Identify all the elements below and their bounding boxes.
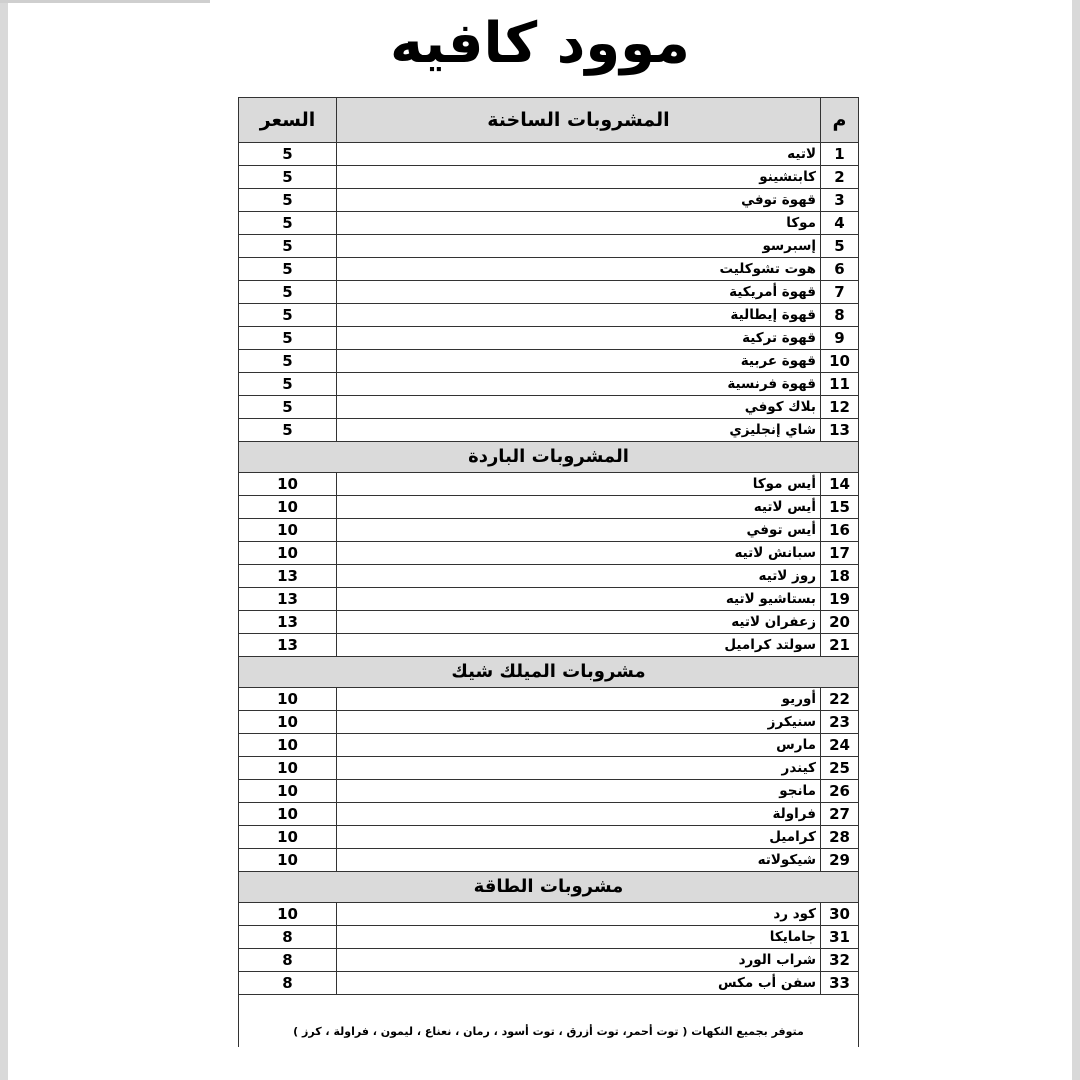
table-row [239,780,859,803]
header-number: م [821,98,859,143]
item-price: 10 [239,903,337,926]
item-price: 5 [239,258,337,281]
item-number: 19 [821,588,859,611]
item-name: أيس لاتيه [337,496,821,519]
item-number: 26 [821,780,859,803]
section-header-row [239,872,859,903]
section-header-row [239,442,859,473]
item-price: 5 [239,166,337,189]
flavors-note: متوفر بجميع النكهات ( توت أحمر، توت أزرق ، توت أسود ، رمان ، نعناع ، ليمون ، فراولة ، كرز ) [239,995,859,1048]
item-number: 12 [821,396,859,419]
item-price: 5 [239,419,337,442]
item-number: 5 [821,235,859,258]
item-price: 10 [239,803,337,826]
item-price: 13 [239,634,337,657]
item-price: 8 [239,926,337,949]
item-name: شاي إنجليزي [337,419,821,442]
item-number: 25 [821,757,859,780]
item-price: 10 [239,473,337,496]
table-row [239,519,859,542]
page-title: موود كافيه [390,11,690,76]
table-row [239,565,859,588]
table-row [239,826,859,849]
table-row [239,419,859,442]
item-number: 15 [821,496,859,519]
item-number: 31 [821,926,859,949]
item-number: 27 [821,803,859,826]
table-row [239,350,859,373]
item-name: هوت تشوكليت [337,258,821,281]
table-row [239,611,859,634]
section-title: مشروبات الميلك شيك [239,657,859,688]
item-name: كود رد [337,903,821,926]
item-number: 6 [821,258,859,281]
table-row [239,496,859,519]
table-row [239,143,859,166]
page-edge-top [0,0,210,3]
item-number: 7 [821,281,859,304]
item-price: 10 [239,519,337,542]
item-name: سبانش لاتيه [337,542,821,565]
footer-row [239,995,859,1048]
table-row [239,542,859,565]
item-name: قهوة أمريكية [337,281,821,304]
item-price: 5 [239,350,337,373]
item-number: 17 [821,542,859,565]
item-name: فراولة [337,803,821,826]
item-number: 18 [821,565,859,588]
item-number: 3 [821,189,859,212]
item-name: كابتشينو [337,166,821,189]
item-price: 10 [239,542,337,565]
item-number: 11 [821,373,859,396]
item-price: 5 [239,143,337,166]
item-name: لاتيه [337,143,821,166]
item-name: قهوة تركية [337,327,821,350]
item-price: 10 [239,734,337,757]
item-number: 21 [821,634,859,657]
item-name: جامايكا [337,926,821,949]
item-number: 8 [821,304,859,327]
item-price: 10 [239,849,337,872]
item-number: 9 [821,327,859,350]
item-name: سنيكرز [337,711,821,734]
table-row [239,588,859,611]
item-name: زعفران لاتيه [337,611,821,634]
item-price: 5 [239,281,337,304]
item-number: 2 [821,166,859,189]
item-name: سولتد كراميل [337,634,821,657]
item-price: 13 [239,565,337,588]
item-price: 10 [239,496,337,519]
item-name: أوريو [337,688,821,711]
table-row [239,972,859,995]
item-name: موكا [337,212,821,235]
item-number: 1 [821,143,859,166]
item-price: 8 [239,972,337,995]
section-title: مشروبات الطاقة [239,872,859,903]
table-row [239,473,859,496]
table-row [239,327,859,350]
page-edge-left [0,0,8,1080]
item-name: روز لاتيه [337,565,821,588]
item-name: مانجو [337,780,821,803]
item-price: 5 [239,373,337,396]
table-row [239,189,859,212]
table-row [239,304,859,327]
table-row [239,849,859,872]
item-name: بلاك كوفي [337,396,821,419]
table-row [239,734,859,757]
item-name: سفن أب مكس [337,972,821,995]
table-row [239,634,859,657]
item-number: 29 [821,849,859,872]
table-row [239,711,859,734]
item-price: 5 [239,235,337,258]
item-name: شراب الورد [337,949,821,972]
item-number: 33 [821,972,859,995]
table-row [239,166,859,189]
table-row [239,757,859,780]
section-header-row [239,657,859,688]
table-row [239,373,859,396]
item-number: 14 [821,473,859,496]
item-name: قهوة عربية [337,350,821,373]
table-header-row [239,98,859,143]
item-name: أيس موكا [337,473,821,496]
item-name: مارس [337,734,821,757]
item-price: 5 [239,304,337,327]
table-row [239,688,859,711]
item-price: 13 [239,611,337,634]
item-name: شيكولاته [337,849,821,872]
item-price: 8 [239,949,337,972]
item-name: أيس توفي [337,519,821,542]
item-number: 4 [821,212,859,235]
item-price: 5 [239,212,337,235]
menu-table [238,97,859,1047]
item-number: 20 [821,611,859,634]
menu-table-body [239,98,859,1048]
table-row [239,281,859,304]
item-price: 10 [239,826,337,849]
item-price: 5 [239,189,337,212]
item-number: 13 [821,419,859,442]
item-price: 10 [239,757,337,780]
table-row [239,926,859,949]
item-name: قهوة إيطالية [337,304,821,327]
item-price: 5 [239,396,337,419]
item-name: بستاشيو لاتيه [337,588,821,611]
page-edge-right [1072,0,1080,1080]
item-number: 28 [821,826,859,849]
table-row [239,803,859,826]
item-name: كراميل [337,826,821,849]
item-price: 10 [239,780,337,803]
item-name: قهوة فرنسية [337,373,821,396]
table-row [239,235,859,258]
item-number: 22 [821,688,859,711]
item-price: 5 [239,327,337,350]
item-price: 10 [239,711,337,734]
item-number: 30 [821,903,859,926]
item-number: 16 [821,519,859,542]
item-number: 24 [821,734,859,757]
header-price: السعر [239,98,337,143]
item-number: 32 [821,949,859,972]
table-row [239,949,859,972]
item-price: 13 [239,588,337,611]
item-number: 10 [821,350,859,373]
item-number: 23 [821,711,859,734]
item-name: إسبرسو [337,235,821,258]
table-row [239,396,859,419]
item-price: 10 [239,688,337,711]
table-row [239,212,859,235]
table-row [239,258,859,281]
item-name: قهوة توفي [337,189,821,212]
section-title: المشروبات الباردة [239,442,859,473]
header-hot-drinks: المشروبات الساخنة [337,98,821,143]
table-row [239,903,859,926]
item-name: كيندر [337,757,821,780]
